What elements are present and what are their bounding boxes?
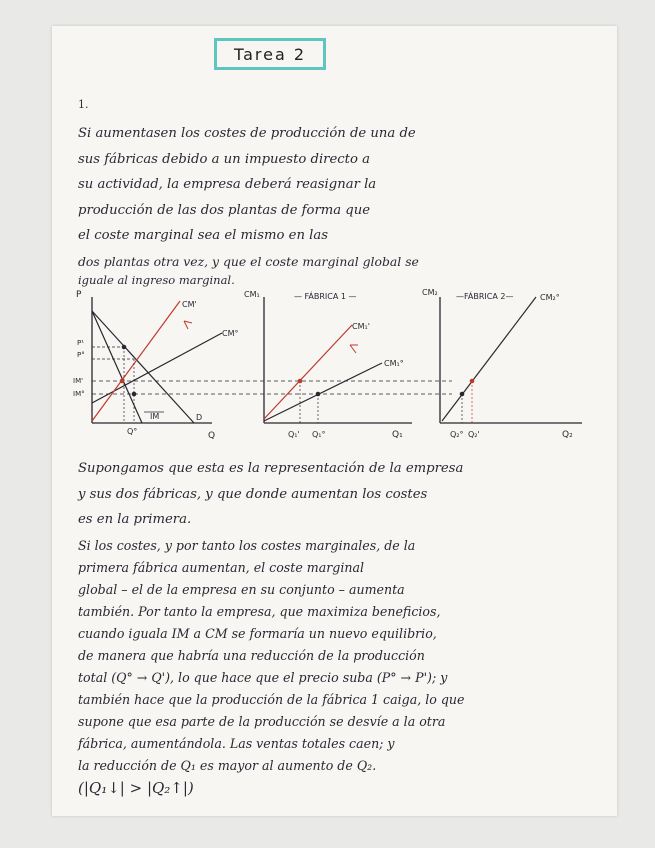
text-line: dos plantas otra vez, y que el coste marginal global se	[78, 253, 419, 269]
text-line: iguale al ingreso marginal.	[78, 273, 235, 287]
g3-cm2-zero-label: CM₂°	[540, 293, 560, 302]
g2-new-point	[298, 379, 303, 384]
text-line: sus fábricas debido a un impuesto directo a	[78, 151, 370, 167]
g2-cm1-prime-line	[264, 325, 352, 419]
g1-cm1-line	[92, 301, 180, 421]
text-line: la reducción de Q₁ es mayor al aumento de Q₂.	[78, 758, 377, 773]
g3-initial-point	[460, 392, 465, 397]
text-line: global – el de la empresa en su conjunto – aumenta	[78, 582, 405, 597]
text-line: de manera que habría una reducción de la producción	[78, 648, 425, 663]
g3-y-axis-label: CM₂	[422, 288, 438, 297]
text-line: cuando iguala IM a CM se formaría un nuevo equilibrio,	[78, 626, 437, 641]
g1-y-axis-label: P	[76, 290, 82, 300]
g3-cm2-line	[442, 297, 536, 421]
g2-cm1-zero-label: CM₁°	[384, 359, 404, 368]
exercise-number: 1.	[78, 98, 89, 111]
economic-graphs	[72, 283, 592, 443]
g1-x-axis-label: Q	[208, 431, 216, 441]
g3-new-point	[470, 379, 475, 384]
text-line: primera fábrica aumentan, el coste marginal	[78, 560, 364, 575]
g2-y-axis-label: CM₁	[244, 290, 260, 299]
g2-cm1-zero-line	[264, 363, 382, 421]
paragraph-explanation	[78, 535, 558, 799]
g1-im-line	[92, 311, 142, 423]
g1-q0-label: Q°	[127, 427, 138, 436]
text-line: supone que esa parte de la producción se desvíe a la otra	[78, 714, 446, 729]
g1-cm0-line	[92, 333, 222, 403]
text-line: (|Q₁↓| > |Q₂↑|)	[78, 779, 194, 797]
g2-shift-arrow	[350, 345, 358, 353]
text-line: es en la primera.	[78, 512, 192, 527]
g3-title: —FÁBRICA 2—	[456, 292, 514, 301]
text-line: y sus dos fábricas, y que donde aumentan los costes	[78, 486, 428, 502]
text-line: producción de las dos plantas de forma que	[78, 202, 371, 218]
text-line: también. Por tanto la empresa, que maximiza beneficios,	[78, 604, 441, 619]
g2-q1-zero-label: Q₁°	[312, 430, 326, 439]
g2-title: — FÁBRICA 1 —	[294, 292, 357, 301]
g1-im-cm0-point	[132, 392, 137, 397]
g1-im1-label: IM'	[73, 377, 84, 385]
g1-equilibrium-point-new	[122, 345, 127, 350]
text-line: total (Q° → Q'), lo que hace que el precio suba (P° → P'); y	[78, 670, 448, 685]
g2-x-axis-label: Q₁	[392, 430, 403, 440]
g1-demand-line	[92, 311, 194, 423]
g1-demand-label: D	[196, 413, 203, 422]
g2-q1-prime-label: Q₁'	[288, 430, 300, 439]
graph-factory-1	[244, 290, 412, 440]
g2-cm1-prime-label: CM₁'	[352, 322, 370, 331]
graph-factory-2	[422, 288, 582, 440]
page-title: Tarea 2	[214, 38, 326, 70]
text-line: Supongamos que esta es la representación de la empresa	[78, 461, 464, 476]
g1-im-label: IM	[150, 412, 160, 421]
g1-shift-arrow	[184, 321, 192, 329]
g3-q2-prime-label: Q₂'	[468, 430, 480, 439]
text-line: el coste marginal sea el mismo en las	[78, 228, 329, 243]
g3-x-axis-label: Q₂	[562, 430, 573, 440]
text-line: su actividad, la empresa deberá reasignar la	[78, 177, 377, 192]
text-line: fábrica, aumentándola. Las ventas totales caen; y	[78, 736, 395, 751]
g1-p0-label: P°	[77, 351, 85, 359]
text-line: Si los costes, y por tanto los costes marginales, de la	[78, 538, 416, 553]
g1-im-cm1-point	[120, 379, 125, 384]
text-line: Si aumentasen los costes de producción de una de	[78, 126, 416, 141]
g1-cm1-label: CM'	[182, 300, 197, 309]
text-line: también hace que la producción de la fábrica 1 caiga, lo que	[78, 692, 465, 707]
paragraph-intro	[78, 121, 558, 286]
g2-initial-point	[316, 392, 321, 397]
g1-cm0-label: CM°	[222, 329, 239, 338]
g1-im0-label: IM°	[73, 390, 85, 398]
g1-p1-label: P¹	[77, 339, 85, 347]
paragraph-assumption	[78, 456, 558, 533]
g3-q2-zero-label: Q₂°	[450, 430, 464, 439]
